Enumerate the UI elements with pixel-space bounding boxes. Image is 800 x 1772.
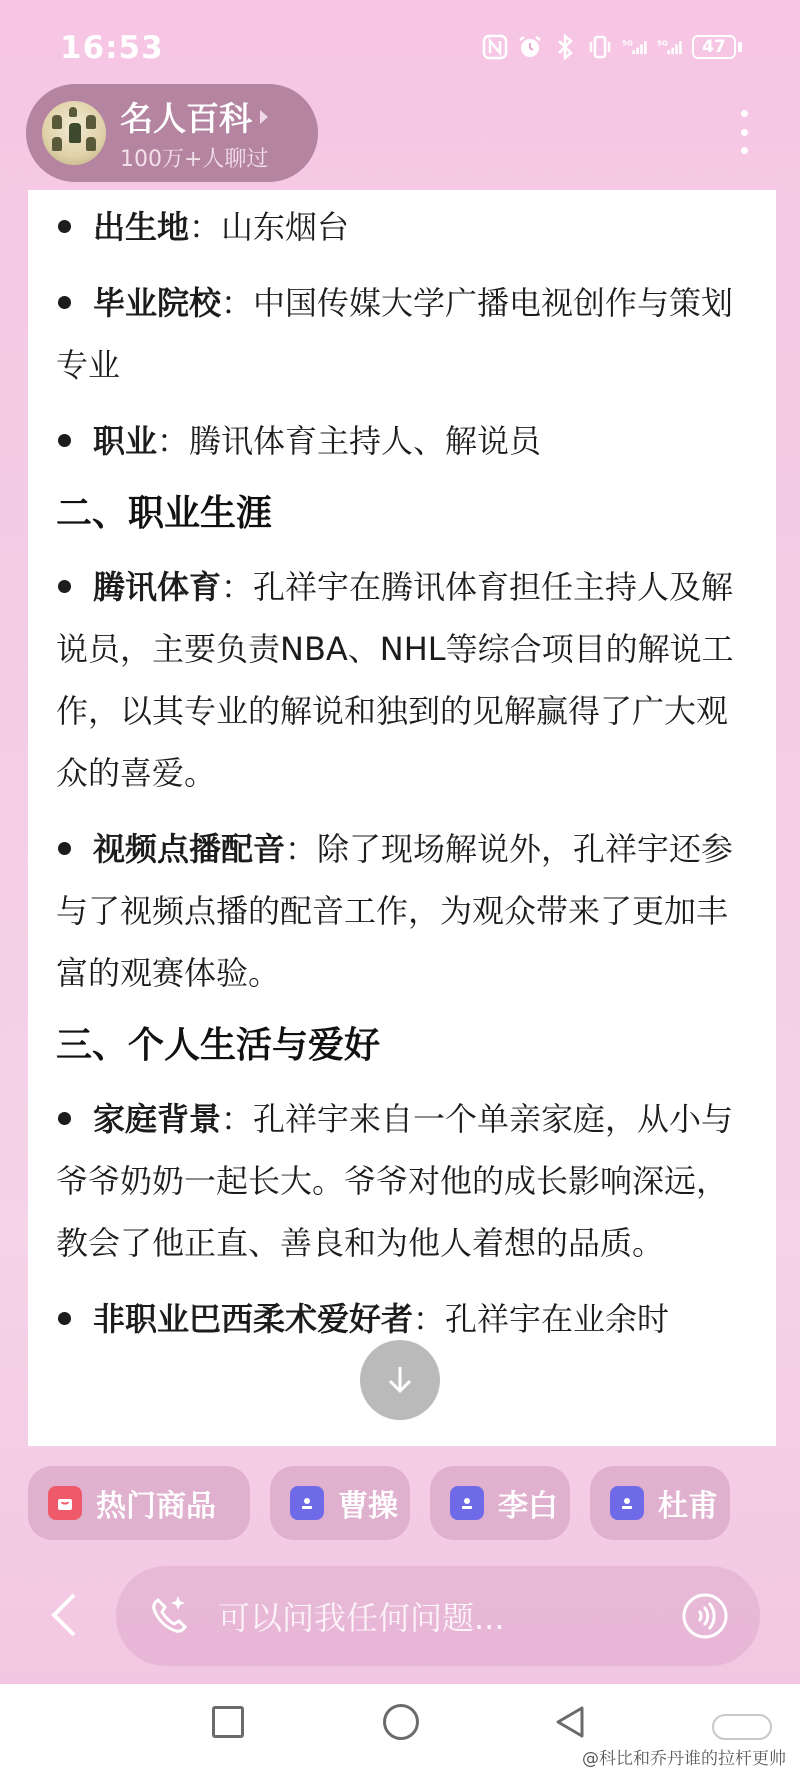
list-item: 非职业巴西柔术爱好者：孔祥宇在业余时 xyxy=(56,1288,746,1350)
status-time: 16:53 xyxy=(60,30,164,66)
bullet-icon xyxy=(58,842,71,855)
bluetooth-icon xyxy=(552,34,578,60)
chip-hot-products[interactable]: 热门商品 xyxy=(28,1466,250,1540)
bullet-icon xyxy=(58,1112,71,1125)
nav-back-button[interactable] xyxy=(552,1704,588,1740)
svg-text:5G: 5G xyxy=(622,38,633,48)
list-item: 职业：腾讯体育主持人、解说员 xyxy=(56,410,746,472)
status-bar xyxy=(0,0,800,90)
home-button[interactable] xyxy=(383,1704,419,1740)
status-icons xyxy=(482,34,742,60)
suggestion-chips xyxy=(28,1466,800,1540)
signal-5g-icon xyxy=(622,34,648,60)
more-options-icon[interactable] xyxy=(738,110,750,154)
scroll-down-button[interactable] xyxy=(360,1340,440,1420)
arrow-down-icon xyxy=(383,1363,417,1397)
bullet-icon xyxy=(58,220,71,233)
chip-du-fu[interactable]: 杜甫 xyxy=(590,1466,730,1540)
bullet-icon xyxy=(58,434,71,447)
signal-5g-icon-2 xyxy=(657,34,683,60)
person-card-icon xyxy=(290,1486,324,1520)
bot-name: 名人百科 xyxy=(120,93,268,140)
person-card-icon xyxy=(610,1486,644,1520)
phone-call-icon[interactable] xyxy=(146,1592,194,1640)
chip-li-bai[interactable]: 李白 xyxy=(430,1466,570,1540)
bot-subtitle: 100万+人聊过 xyxy=(120,147,269,172)
bullet-icon xyxy=(58,1312,71,1325)
list-item: 腾讯体育：孔祥宇在腾讯体育担任主持人及解说员，主要负责NBA、NHL等综合项目的解说工作，以其专业的解说和独到的见解赢得了广大观众的喜爱。 xyxy=(56,568,734,792)
bullet-icon xyxy=(58,296,71,309)
section-heading: 三、个人生活与爱好 xyxy=(56,1025,381,1066)
chevron-right-icon xyxy=(260,110,268,124)
list-item: 家庭背景：孔祥宇来自一个单亲家庭，从小与爷爷奶奶一起长大。爷爷对他的成长影响深远，教会了他正直、善良和为他人着想的品质。 xyxy=(56,1100,734,1262)
list-item: 出生地：山东烟台 xyxy=(56,196,746,258)
watermark-logo xyxy=(712,1714,772,1740)
bot-avatar xyxy=(42,101,106,165)
system-nav-bar xyxy=(0,1684,800,1772)
chip-cao-cao[interactable]: 曹操 xyxy=(270,1466,410,1540)
vibrate-icon xyxy=(587,34,613,60)
recent-apps-button[interactable] xyxy=(212,1706,244,1738)
chevron-left-icon xyxy=(46,1592,82,1638)
nfc-icon xyxy=(482,34,508,60)
list-item: 视频点播配音：除了现场解说外，孔祥宇还参与了视频点播的配音工作，为观众带来了更加丰富的观赛体验。 xyxy=(56,830,734,992)
bullet-icon xyxy=(58,580,71,593)
voice-input-icon[interactable] xyxy=(680,1591,730,1641)
section-heading: 二、职业生涯 xyxy=(56,493,273,534)
alarm-icon xyxy=(517,34,543,60)
battery-level: 47 xyxy=(692,35,736,59)
chat-input-bar[interactable] xyxy=(116,1566,760,1666)
list-item: 毕业院校：中国传媒大学广播电视创作与策划专业 xyxy=(56,284,734,384)
back-button[interactable] xyxy=(46,1592,82,1638)
chat-input[interactable]: 可以问我任何问题... xyxy=(218,1599,505,1637)
battery-icon xyxy=(692,35,742,59)
message-content xyxy=(28,190,776,1446)
bot-profile-pill[interactable] xyxy=(26,84,318,182)
svg-text:5G: 5G xyxy=(657,38,668,48)
shop-icon xyxy=(48,1486,82,1520)
person-card-icon xyxy=(450,1486,484,1520)
watermark-text: @科比和乔丹谁的拉杆更帅 xyxy=(582,1749,786,1769)
